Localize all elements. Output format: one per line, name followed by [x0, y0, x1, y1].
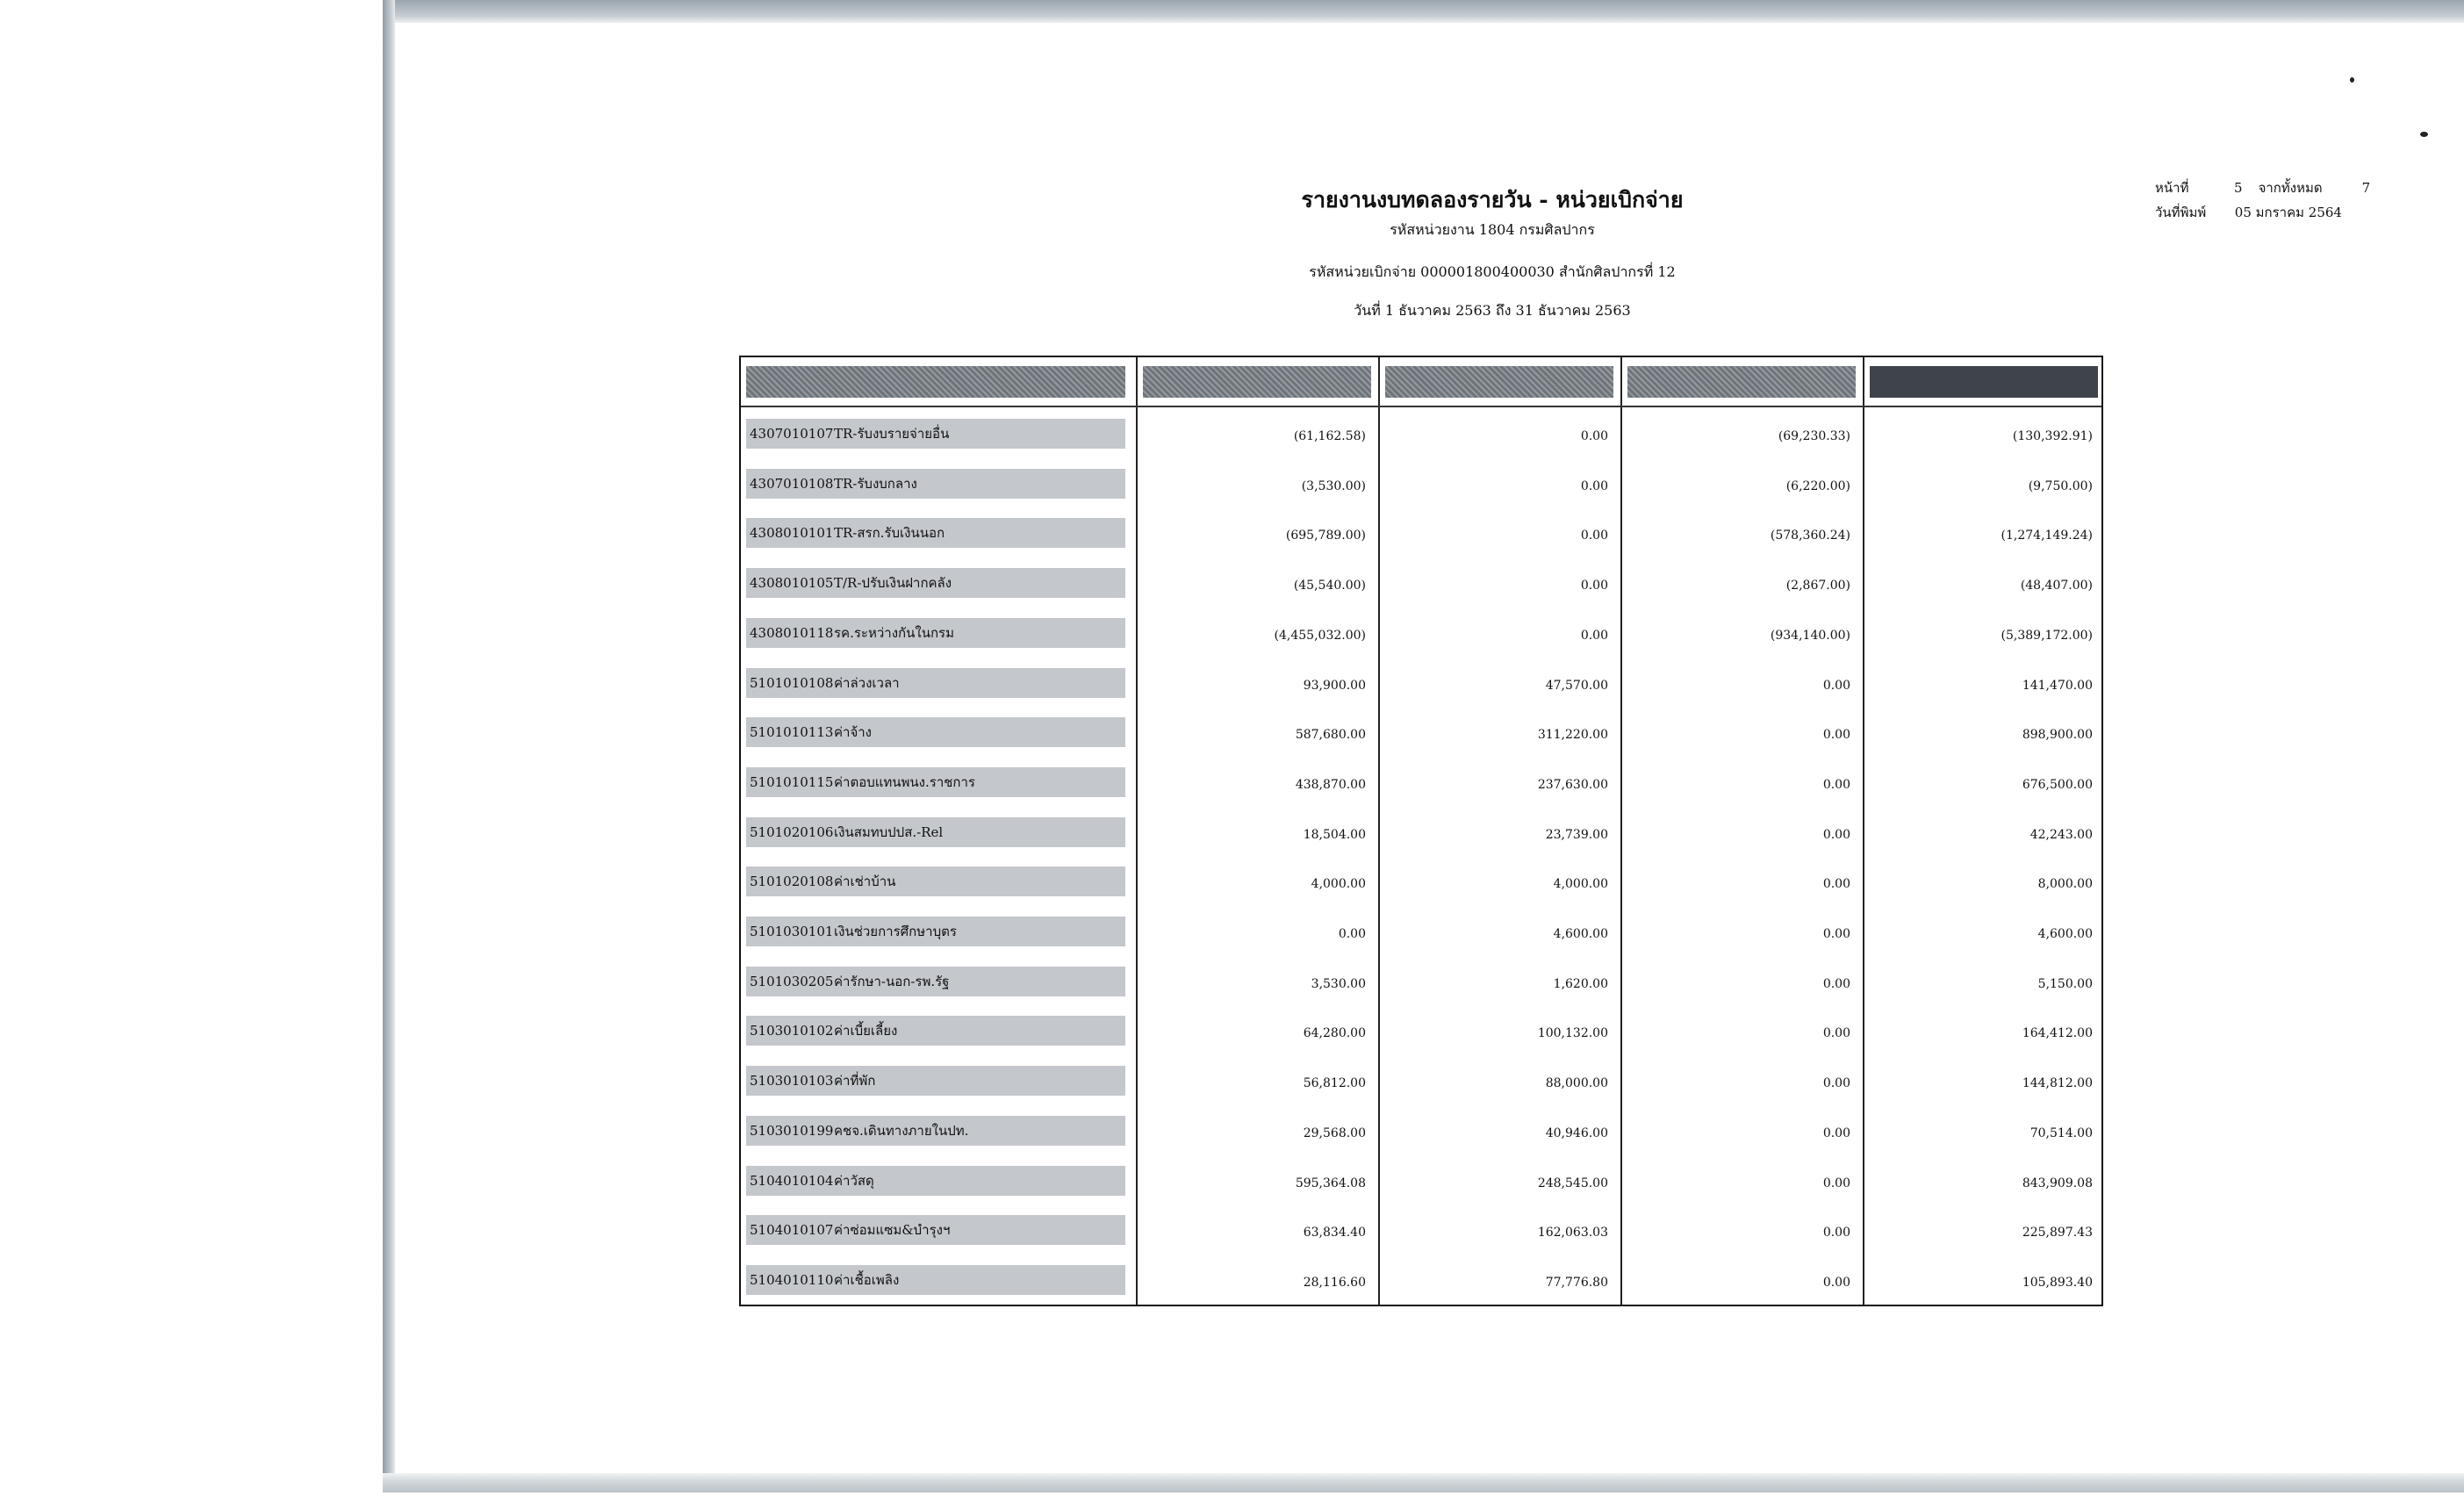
header-brought-forward	[1143, 366, 1371, 398]
table-row	[741, 1112, 2101, 1147]
table-row	[741, 514, 2101, 550]
account-code: 5101010113	[750, 724, 834, 741]
account-cell	[746, 568, 1125, 598]
brought-forward-value: 29,568.00	[1303, 1125, 1366, 1140]
account-name: T/R-ปรับเงินฝากคลัง	[834, 575, 952, 592]
account-name: TR-รับงบรายจ่ายอื่น	[834, 426, 950, 442]
account-name: TR-สรก.รับเงินนอก	[834, 525, 945, 542]
header-credit	[1627, 366, 1856, 398]
balance-value: 4,600.00	[2037, 927, 2093, 941]
account-cell	[746, 1066, 1125, 1096]
account-cell	[746, 717, 1125, 747]
credit-value: 0.00	[1822, 976, 1850, 991]
debit-value: 4,000.00	[1553, 877, 1608, 892]
account-cell	[746, 1215, 1125, 1245]
header-debit	[1385, 366, 1613, 398]
print-date-label: วันที่พิมพ์	[2155, 205, 2207, 220]
debit-value: 23,739.00	[1545, 827, 1608, 842]
print-date: 05 มกราคม 2564	[2234, 205, 2342, 220]
credit-value: 0.00	[1822, 728, 1850, 743]
debit-value: 100,132.00	[1537, 1026, 1608, 1041]
brought-forward-value: (695,789.00)	[1285, 529, 1366, 543]
brought-forward-value: 0.00	[1338, 927, 1366, 941]
table-row	[741, 863, 2101, 898]
account-code: 5103010102	[750, 1023, 834, 1039]
report-title: รายงานงบทดลองรายวัน - หน่วยเบิกจ่าย	[1301, 187, 1684, 212]
brought-forward-value: (45,540.00)	[1293, 579, 1366, 593]
debit-value: 0.00	[1580, 628, 1608, 643]
account-name: เงินช่วยการศึกษาบุตร	[834, 924, 957, 939]
account-name: ค่าเบี้ยเลี้ยง	[834, 1023, 898, 1039]
credit-value: 0.00	[1822, 1125, 1850, 1140]
brought-forward-value: 4,000.00	[1311, 877, 1366, 892]
brought-forward-value: 56,812.00	[1303, 1076, 1366, 1091]
scan-speck	[2350, 77, 2354, 83]
table-row	[741, 1212, 2101, 1247]
balance-value: 105,893.40	[2022, 1275, 2093, 1290]
brought-forward-value: 438,870.00	[1295, 777, 1366, 792]
account-name: TR-รับงบกลาง	[834, 475, 917, 492]
credit-value: (69,230.33)	[1778, 429, 1850, 443]
trial-balance-table	[739, 356, 2103, 1306]
account-cell	[746, 419, 1125, 449]
header-balance	[1870, 366, 2098, 398]
balance-value: 843,909.08	[2022, 1176, 2093, 1190]
account-name: ค่าตอบแทนพนง.ราชการ	[834, 773, 975, 790]
brought-forward-value: (3,530.00)	[1301, 478, 1366, 493]
debit-value: 77,776.80	[1545, 1275, 1608, 1290]
credit-value: (578,360.24)	[1770, 529, 1850, 543]
scan-top-edge	[383, 0, 2464, 23]
table-row	[741, 963, 2101, 998]
debit-value: 311,220.00	[1537, 728, 1608, 743]
account-cell	[746, 917, 1125, 946]
page-label: หน้าที่	[2155, 180, 2189, 196]
debit-value: 40,946.00	[1545, 1125, 1608, 1140]
table-row	[741, 665, 2101, 700]
account-name: ค่าซ่อมแซม&บำรุงฯ	[834, 1222, 951, 1239]
account-code: 5101030101	[750, 924, 834, 939]
account-cell	[746, 618, 1125, 648]
account-code: 5104010110	[750, 1271, 834, 1288]
scan-speck	[2420, 132, 2428, 137]
table-row	[741, 1062, 2101, 1097]
total-pages: 7	[2361, 180, 2371, 196]
account-cell	[746, 817, 1125, 847]
balance-value: 70,514.00	[2029, 1125, 2093, 1140]
credit-value: 0.00	[1822, 1176, 1850, 1190]
balance-value: 8,000.00	[2037, 877, 2093, 892]
account-name: ค่าเช่าบ้าน	[834, 874, 896, 890]
balance-value: 42,243.00	[2029, 827, 2093, 842]
account-code: 5104010104	[750, 1172, 834, 1189]
account-code: 4307010108	[750, 475, 834, 492]
balance-value: 225,897.43	[2022, 1226, 2093, 1241]
balance-value: 144,812.00	[2022, 1076, 2093, 1091]
debit-value: 0.00	[1580, 529, 1608, 543]
account-cell	[746, 967, 1125, 996]
brought-forward-value: (4,455,032.00)	[1274, 628, 1366, 643]
debit-value: 1,620.00	[1553, 976, 1608, 991]
table-row	[741, 465, 2101, 500]
account-name: ค่ารักษา-นอก-รพ.รัฐ	[834, 973, 950, 989]
credit-value: 0.00	[1822, 1076, 1850, 1091]
brought-forward-value: 93,900.00	[1303, 678, 1366, 693]
credit-value: 0.00	[1822, 777, 1850, 792]
account-name: ค่าจ้าง	[834, 724, 872, 741]
total-pages-label: จากทั้งหมด	[2258, 180, 2323, 196]
account-code: 5101010115	[750, 773, 834, 790]
balance-value: (9,750.00)	[2028, 478, 2093, 493]
table-row	[741, 415, 2101, 450]
header-rule	[741, 406, 2101, 407]
disbursement-unit-line: รหัสหน่วยเบิกจ่าย 000001800400030 สำนักศิลปากรที่ 12	[1309, 263, 1676, 280]
account-name: ค่าที่พัก	[834, 1073, 876, 1089]
account-name: ค่าวัสดุ	[834, 1172, 874, 1189]
brought-forward-value: 18,504.00	[1303, 827, 1366, 842]
account-name: ค่าเชื้อเพลิง	[834, 1271, 900, 1288]
account-code: 4308010101	[750, 525, 834, 542]
debit-value: 0.00	[1580, 478, 1608, 493]
credit-value: (6,220.00)	[1785, 478, 1850, 493]
table-row	[741, 565, 2101, 600]
balance-value: 676,500.00	[2022, 777, 2093, 792]
credit-value: 0.00	[1822, 927, 1850, 941]
table-row	[741, 814, 2101, 849]
page-number: 5	[2234, 180, 2243, 196]
table-row	[741, 764, 2101, 799]
balance-value: (5,389,172.00)	[2001, 628, 2093, 643]
brought-forward-value: 64,280.00	[1303, 1026, 1366, 1041]
account-cell	[746, 1265, 1125, 1295]
table-row	[741, 615, 2101, 650]
balance-value: 141,470.00	[2022, 678, 2093, 693]
table-row	[741, 1012, 2101, 1047]
debit-value: 0.00	[1580, 429, 1608, 443]
table-row	[741, 1262, 2101, 1297]
table-row	[741, 1162, 2101, 1197]
table-row	[741, 714, 2101, 749]
debit-value: 47,570.00	[1545, 678, 1608, 693]
debit-value: 88,000.00	[1545, 1076, 1608, 1091]
report-period: วันที่ 1 ธันวาคม 2563 ถึง 31 ธันวาคม 2563	[1354, 302, 1631, 319]
account-cell	[746, 867, 1125, 896]
account-code: 4307010107	[750, 426, 834, 442]
account-cell	[746, 1166, 1125, 1196]
scan-left-edge	[383, 0, 395, 1492]
account-cell	[746, 668, 1125, 698]
account-code: 5101020106	[750, 823, 834, 840]
account-name: รค.ระหว่างกันในกรม	[834, 624, 954, 641]
debit-value: 4,600.00	[1553, 927, 1608, 941]
account-cell	[746, 469, 1125, 499]
debit-value: 0.00	[1580, 579, 1608, 593]
balance-value: (1,274,149.24)	[2001, 529, 2093, 543]
brought-forward-value: 28,116.60	[1303, 1275, 1366, 1290]
credit-value: 0.00	[1822, 1226, 1850, 1241]
credit-value: 0.00	[1822, 1026, 1850, 1041]
account-code: 5101030205	[750, 973, 834, 989]
account-cell	[746, 767, 1125, 797]
credit-value: 0.00	[1822, 827, 1850, 842]
brought-forward-value: 3,530.00	[1311, 976, 1366, 991]
account-cell	[746, 1116, 1125, 1146]
account-code: 5104010107	[750, 1222, 834, 1239]
credit-value: 0.00	[1822, 877, 1850, 892]
table-row	[741, 913, 2101, 948]
credit-value: 0.00	[1822, 1275, 1850, 1290]
balance-value: 164,412.00	[2022, 1026, 2093, 1041]
account-code: 4308010105	[750, 575, 834, 592]
agency-code-line: รหัสหน่วยงาน 1804 กรมศิลปากร	[1390, 221, 1595, 238]
account-code: 5101010108	[750, 674, 834, 691]
debit-value: 162,063.03	[1537, 1226, 1608, 1241]
account-code: 5103010103	[750, 1073, 834, 1089]
brought-forward-value: 595,364.08	[1295, 1176, 1366, 1190]
balance-value: (130,392.91)	[2012, 429, 2093, 443]
credit-value: (934,140.00)	[1770, 628, 1850, 643]
debit-value: 248,545.00	[1537, 1176, 1608, 1190]
brought-forward-value: 63,834.40	[1303, 1226, 1366, 1241]
account-name: ค่าล่วงเวลา	[834, 674, 900, 691]
credit-value: (2,867.00)	[1785, 579, 1850, 593]
debit-value: 237,630.00	[1537, 777, 1608, 792]
account-cell	[746, 518, 1125, 548]
page-meta	[2155, 176, 2381, 225]
account-name: คชจ.เดินทางภายในปท.	[834, 1122, 969, 1139]
account-name: เงินสมทบปปส.-Rel	[834, 823, 944, 840]
account-code: 5101020108	[750, 874, 834, 890]
credit-value: 0.00	[1822, 678, 1850, 693]
balance-value: (48,407.00)	[2020, 579, 2093, 593]
brought-forward-value: (61,162.58)	[1293, 429, 1366, 443]
account-cell	[746, 1016, 1125, 1046]
header-account	[746, 366, 1125, 398]
balance-value: 898,900.00	[2022, 728, 2093, 743]
balance-value: 5,150.00	[2037, 976, 2093, 991]
account-code: 5103010199	[750, 1122, 834, 1139]
account-code: 4308010118	[750, 624, 834, 641]
scan-bottom-edge	[383, 1473, 2464, 1492]
brought-forward-value: 587,680.00	[1295, 728, 1366, 743]
